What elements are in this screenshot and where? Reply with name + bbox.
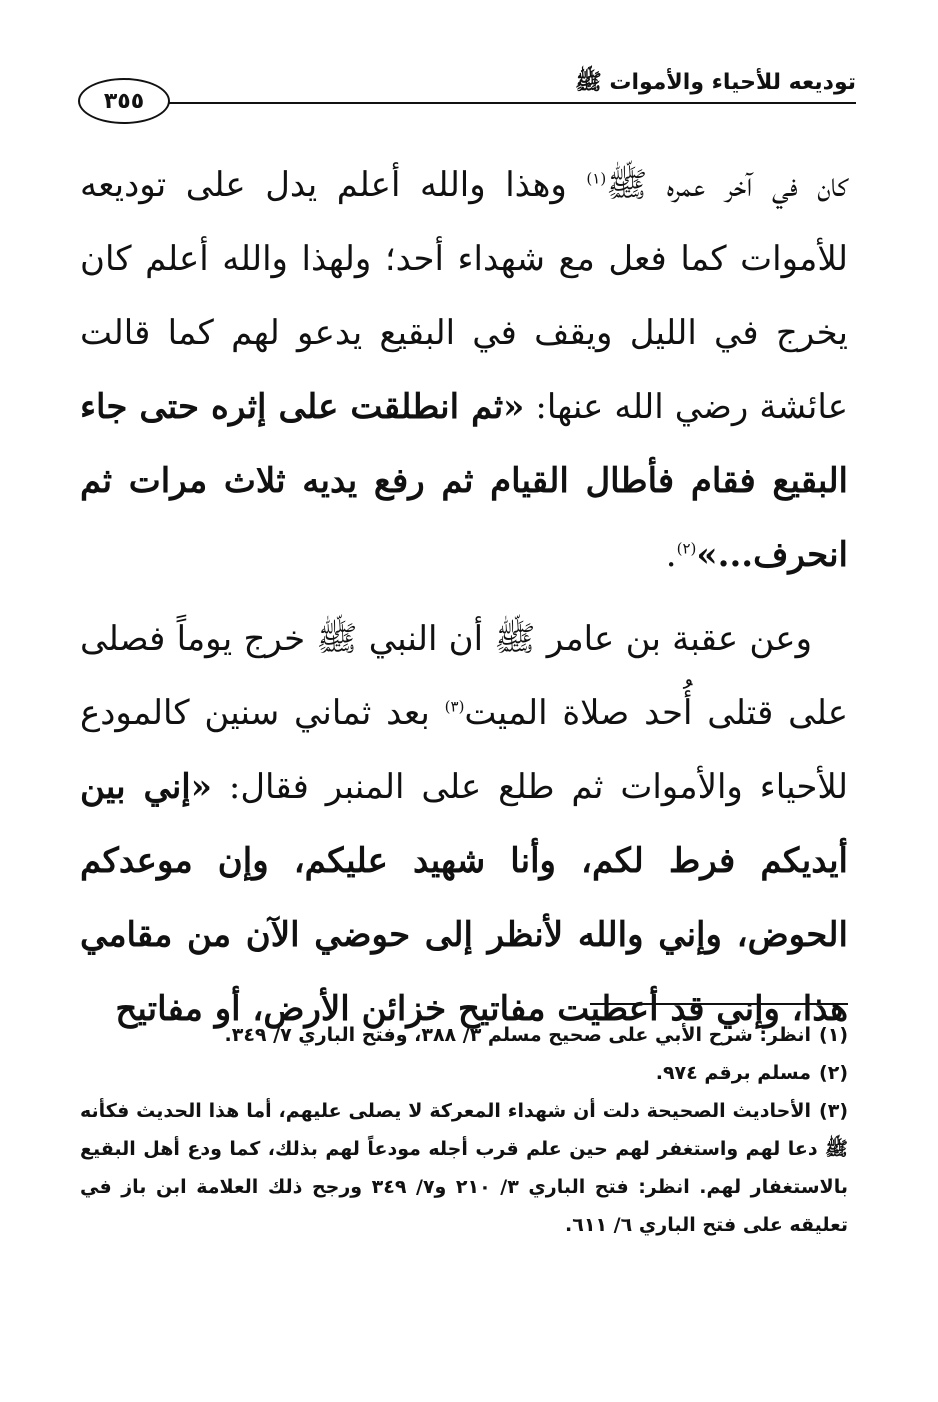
footnotes <box>80 1016 848 1244</box>
header-rule <box>168 102 856 104</box>
footnote-text: الأحاديث الصحيحة دلت أن شهداء المعركة لا يصلى عليهم، أما هذا الحديث فكأنه ﷺ دعا لهم واستغفر لهم حين علم قرب أجله مودعاً لهم بذلك، كما ودع أهل البقيع بالاستغفار لهم. انظر: فتح الباري ٣/ ٢١٠ و٧/ ٣٤٩ ورجح ذلك العلامة ابن باز في تعليقه على فتح الباري ٦/ ٦١١. <box>80 1100 848 1236</box>
footnote-3 <box>80 1092 848 1244</box>
page-header <box>78 66 856 128</box>
footnote-number: (٣) <box>819 1100 848 1122</box>
footnote-text: مسلم برقم ٩٧٤. <box>655 1062 812 1084</box>
text-segment: بعد ثماني سنين كالمودع للأحياء والأموات ثم طلع على المنبر فقال: <box>80 693 848 807</box>
page-number: ٣٥٥ <box>78 78 170 124</box>
main-text <box>80 148 848 1046</box>
footnote-separator <box>590 1003 848 1005</box>
footnote-number: (٢) <box>819 1062 848 1084</box>
footnote-number: (١) <box>819 1024 848 1046</box>
running-title: توديعه للأحياء والأموات ﷺ <box>575 70 856 95</box>
paragraph-1 <box>80 148 848 592</box>
hadith-quote-1: «ثم انطلقت على إثره حتى جاء البقيع فقام فأطال القيام ثم رفع يديه ثلاث مرات ثم انحرف...» <box>80 387 848 575</box>
hadith-quote-2: «إني بين أيديكم فرط لكم، وأنا شهيد عليكم، وإن موعدكم الحوض، وإني والله لأنظر إلى حوضي الآن من مقامي هذا، وإني قد أعطيت مفاتيح خزائن الأرض، أو مفاتيح <box>80 767 848 1029</box>
footnote-2 <box>80 1054 848 1092</box>
text-segment: . <box>665 535 677 575</box>
footnote-text: انظر: شرح الأبي على صحيح مسلم ٣/ ٣٨٨، وفتح الباري ٧/ ٣٤٩. <box>224 1024 812 1046</box>
text-segment: وهذا والله أعلم يدل على توديعه للأموات كما فعل مع شهداء أحد؛ ولهذا والله أعلم كان يخرج في الليل ويقف في البقيع يدعو لهم كما قالت عائشة رضي الله عنها: <box>80 165 848 427</box>
text-segment: كان في آخر عمره ﷺ <box>606 165 848 205</box>
text-segment: وعن عقبة بن عامر ﷺ أن النبي ﷺ خرج يوماً فصلى على قتلى أُحد صلاة الميت <box>80 619 848 733</box>
footnote-ref-3: (٣) <box>444 697 465 716</box>
footnote-ref-2: (٢) <box>676 539 697 558</box>
footnote-1 <box>80 1016 848 1054</box>
paragraph-2 <box>80 602 848 1046</box>
footnote-ref-1: (١) <box>586 169 607 188</box>
